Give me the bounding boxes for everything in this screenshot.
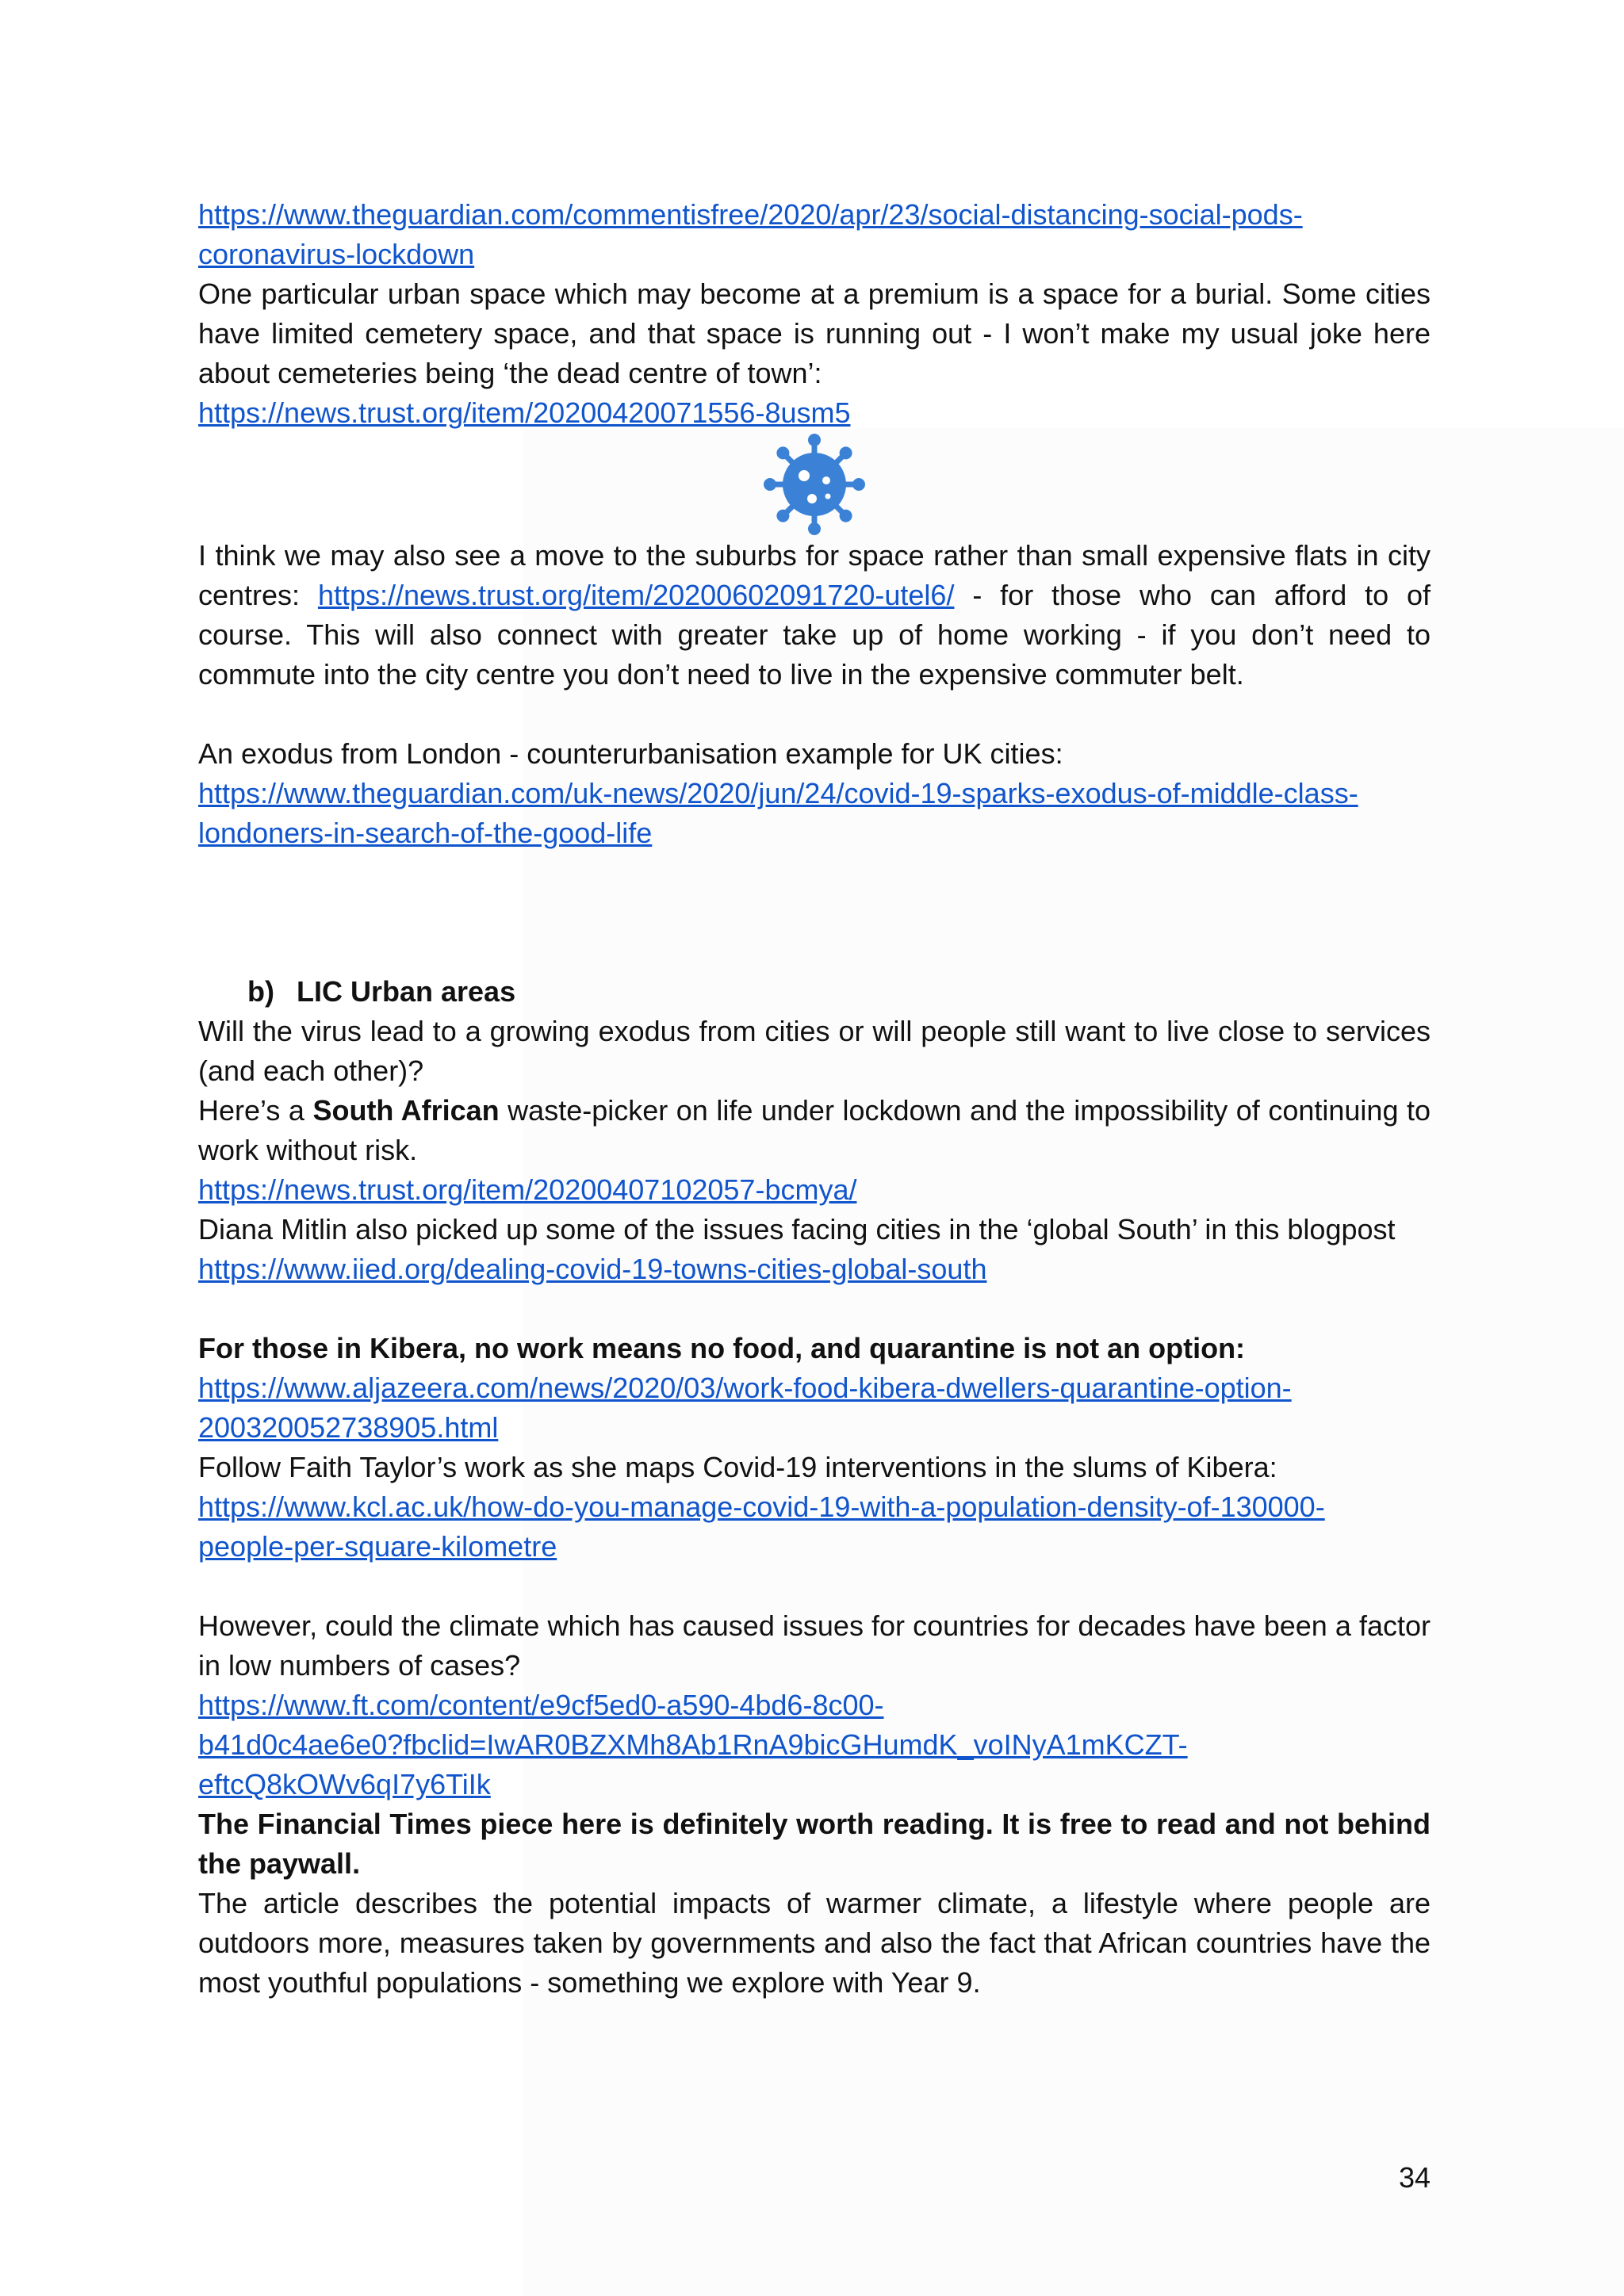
document-body — [198, 195, 1431, 2003]
mitlin-paragraph: Diana Mitlin also picked up some of the issues facing cities in the ‘global South’ in this blogpost — [198, 1213, 1396, 1246]
kibera-heading: For those in Kibera, no work means no food, and quarantine is not an option: — [198, 1332, 1246, 1364]
section-heading — [198, 972, 1431, 1012]
section-label: b) — [247, 975, 274, 1008]
link-guardian-social-pods-line2: coronavirus-lockdown — [198, 238, 475, 270]
link-guardian-exodus-line1: https://www.theguardian.com/uk-news/2020/jun/24/covid-19-sparks-exodus-of-middle-class- — [198, 777, 1358, 809]
waste-text-before: Here’s a — [198, 1094, 313, 1127]
link-ft-line3: eftcQ8kOWv6qI7y6TiIk — [198, 1768, 491, 1800]
burial-paragraph: One particular urban space which may become at a premium is a space for a burial. Some cities have limited cemetery space, and that space is running out - I won’t make my usual joke here about cemeteries being ‘the dead centre of town’: — [198, 277, 1431, 389]
link-trust-waste-picker[interactable]: https://news.trust.org/item/20200407102057-bcmya/ — [198, 1173, 857, 1206]
link-aljazeera-line2: 200320052738905.html — [198, 1411, 499, 1444]
link-trust-burial[interactable]: https://news.trust.org/item/20200420071556-8usm5 — [198, 396, 851, 429]
link-guardian-social-pods[interactable] — [198, 198, 1303, 270]
page-number: 34 — [1398, 2161, 1431, 2194]
waste-picker-paragraph — [198, 1091, 1431, 1170]
link-aljazeera-line1: https://www.aljazeera.com/news/2020/03/work-food-kibera-dwellers-quarantine-option- — [198, 1372, 1292, 1404]
waste-text-after: waste-picker on life under lockdown and the impossibility of continuing to work without risk. — [198, 1094, 1431, 1166]
virus-question: Will the virus lead to a growing exodus from cities or will people still want to live close to services (and each other)? — [198, 1015, 1431, 1087]
link-ft-line2: b41d0c4ae6e0?fbclid=IwAR0BZXMh8Ab1RnA9bicGHumdK_voINyA1mKCZT- — [198, 1728, 1188, 1761]
link-aljazeera[interactable] — [198, 1372, 1292, 1444]
link-kcl-line2: people-per-square-kilometre — [198, 1530, 557, 1563]
section-title: LIC Urban areas — [297, 975, 516, 1008]
ft-description: The article describes the potential impacts of warmer climate, a lifestyle where people are outdoors more, measures taken by governments and also the fact that African countries have the most youthful populations - something we explore with Year 9. — [198, 1887, 1431, 1999]
link-ft-line1: https://www.ft.com/content/e9cf5ed0-a590-4bd6-8c00- — [198, 1689, 884, 1721]
faith-taylor-paragraph: Follow Faith Taylor’s work as she maps Covid-19 interventions in the slums of Kibera: — [198, 1451, 1277, 1483]
link-iied[interactable]: https://www.iied.org/dealing-covid-19-towns-cities-global-south — [198, 1253, 987, 1285]
link-kcl-line1: https://www.kcl.ac.uk/how-do-you-manage-covid-19-with-a-population-density-of-130000- — [198, 1490, 1325, 1523]
link-kcl[interactable] — [198, 1490, 1325, 1563]
suburbs-text-after: - for those who can afford to of course. This will also connect with greater take up of home working - if you don’t need to commute into the city centre you don’t need to live in the expensive commuter belt. — [198, 579, 1431, 691]
suburbs-paragraph — [198, 536, 1431, 695]
waste-bold: South African — [312, 1094, 500, 1127]
link-guardian-exodus-line2: londoners-in-search-of-the-good-life — [198, 817, 653, 849]
link-ft[interactable] — [198, 1689, 1188, 1800]
virus-icon-row — [198, 433, 1431, 536]
climate-question: However, could the climate which has caused issues for countries for decades have been a factor in low numbers of cases? — [198, 1609, 1431, 1682]
exodus-intro: An exodus from London - counterurbanisation example for UK cities: — [198, 737, 1063, 770]
link-trust-suburbs[interactable]: https://news.trust.org/item/20200602091720-utel6/ — [317, 579, 955, 611]
link-guardian-social-pods-line1: https://www.theguardian.com/commentisfree/2020/apr/23/social-distancing-social-pods- — [198, 198, 1303, 231]
virus-icon — [763, 433, 866, 536]
ft-recommendation: The Financial Times piece here is definitely worth reading. It is free to read and not behind the paywall. — [198, 1808, 1431, 1880]
link-guardian-exodus[interactable] — [198, 777, 1358, 849]
suburbs-text-before: I think we may also see a move to the suburbs for space rather than small expensive flats in city centres: — [198, 539, 1431, 611]
